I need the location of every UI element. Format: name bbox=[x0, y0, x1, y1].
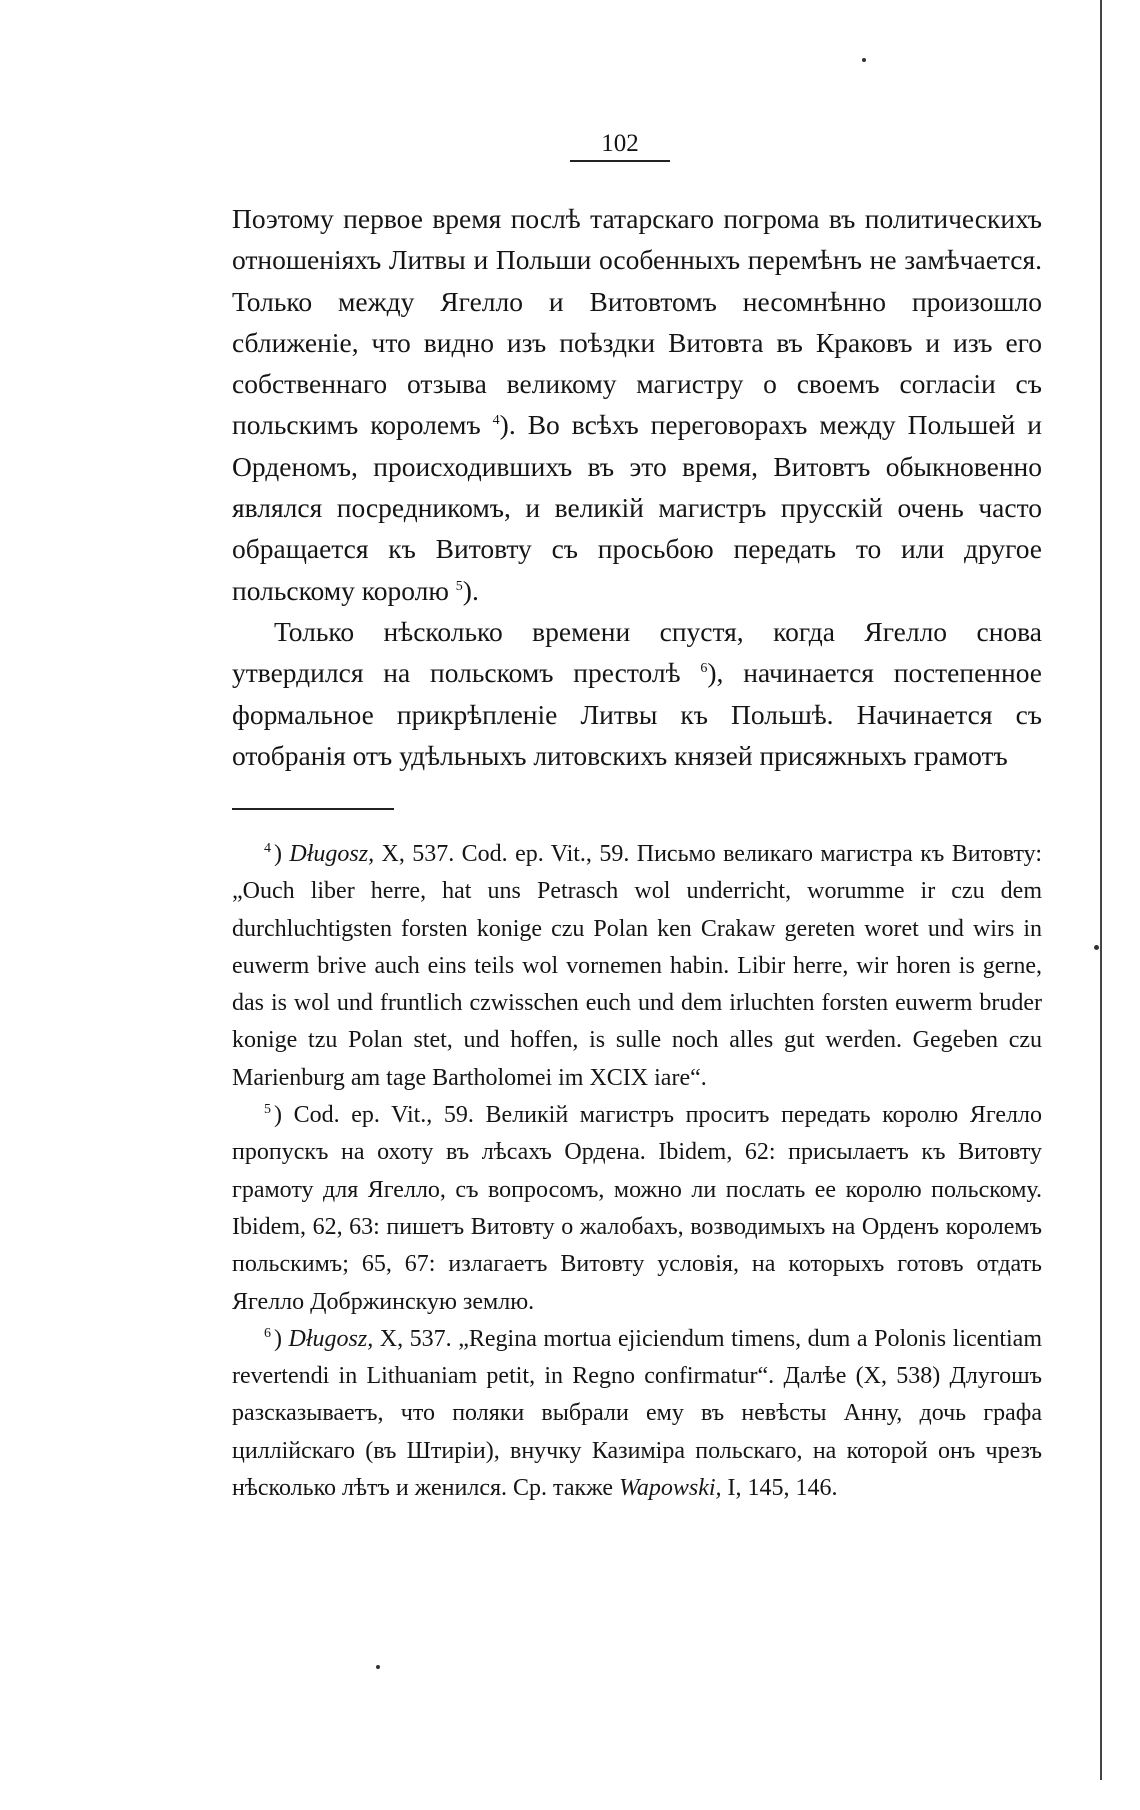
paragraph-text: ). bbox=[462, 574, 479, 606]
paragraph-text: Только нѣсколько времени спустя, когда Ягелло снова утвердился на польскомъ престолѣ bbox=[232, 615, 1042, 689]
print-speck bbox=[1094, 945, 1099, 950]
paragraph-text: Поэтому первое время послѣ татарскаго погрома въ политическихъ отношеніяхъ Литвы и Польши особенныхъ перемѣнъ не замѣчается. Только между Ягелло и Витовтомъ несомнѣнно произошло сближеніе, что видно изъ поѣздки Витовта въ Краковъ и изъ его собственнаго отзыва великому магистру о своемъ согласіи съ польскимъ королемъ bbox=[232, 203, 1042, 441]
footnote-author: Wapowski, bbox=[619, 1475, 722, 1502]
footnote-6: $^6$ ) Długosz, X, 537. „Regina mortua ejiciendum timens, dum a Polonis licentiam revertendi in Lithuaniam petit, in Regno confirmatur“. Далѣе (X, 538) Длугошъ разсказываетъ, что поляки выбрали ему въ невѣсты Анну, дочь графа циллійскаго (въ Штиріи), внучку Казиміра польскаго, на которой онъ чрезъ нѣсколько лѣтъ и женился. Ср. также Wapowski, I, 145, 146. bbox=[232, 1325, 1042, 1502]
footnote-text: Cod. ep. Vit., 59. Великій магистръ проситъ передать королю Ягелло пропускъ на охоту въ лѣсахъ Ордена. Ibidem, 62: присылаетъ къ Витовту грамоту для Ягелло, съ вопросомъ, можно ли послать ее королю польскому. Ibidem, 62, 63: пишетъ Витовту о жалобахъ, возводимыхъ на Орденъ королемъ польскимъ; 65, 67: излагаетъ Витовту условія, на которыхъ готовъ отдать Ягелло Добржинскую землю. bbox=[232, 1102, 1042, 1315]
paragraph-1 bbox=[232, 198, 1042, 611]
footnote-marker: 5 bbox=[264, 1102, 271, 1118]
footnote-text: X, 537. Cod. ep. Vit., 59. Письмо великаго магистра къ Витовту: „Ouch liber herre, hat uns Petrasch wol underricht, worumme ir czu dem durchluchtigsten forsten konige czu Polan ken Crakaw gereten woret und wirs in euwerm brive auch eins teils wol vornemen habin. Libir herre, wir horen is gerne, das is wol und fruntlich czwisschen euch und dem irluchten forsten euwerm bruder konige tzu Polan stet, und hoffen, is sulle noch alles gut werden. Gegeben czu Marienburg am tage Bartholomei im XCIX iare“. bbox=[232, 841, 1042, 1091]
footnotes bbox=[232, 836, 1042, 1507]
paragraph-text: ). Во всѣхъ переговорахъ между Польшей и Орденомъ, происходившихъ въ это время, Витовтъ обыкновенно являлся посредникомъ, и великій магистръ прусскій очень часто обращается къ Витовту съ просьбою передать то или другое польскому королю bbox=[232, 409, 1042, 606]
footnote-author: Długosz, bbox=[288, 1325, 374, 1352]
footnote-marker: 6 bbox=[264, 1325, 271, 1341]
page-edge-line bbox=[1100, 0, 1102, 1780]
footnote-ref: 5 bbox=[455, 578, 463, 594]
footnote-separator bbox=[232, 808, 394, 810]
paragraph-text: ), начинается постепенное формальное прикрѣпленіе Литвы къ Польшѣ. Начинается съ отобранія отъ удѣльныхъ литовскихъ князей присяжныхъ грамотъ bbox=[232, 657, 1043, 771]
print-speck bbox=[376, 1665, 380, 1669]
footnote-text: I, 145, 146. bbox=[721, 1475, 838, 1502]
footnote-5: $^5$ ) Cod. ep. Vit., 59. Великій магистръ проситъ передать королю Ягелло пропускъ на охоту въ лѣсахъ Ордена. Ibidem, 62: присылаетъ къ Витовту грамоту для Ягелло, съ вопросомъ, можно ли послать ее королю польскому. Ibidem, 62, 63: пишетъ Витовту о жалобахъ, возводимыхъ на Орденъ королемъ польскимъ; 65, 67: излагаетъ Витовту условія, на которыхъ готовъ отдать Ягелло Добржинскую землю. bbox=[232, 1102, 1042, 1315]
print-speck bbox=[862, 58, 866, 62]
footnote-text: X, 537. „Regina mortua ejiciendum timens, dum a Polonis licentiam revertendi in Lithuaniam petit, in Regno confirmatur“. Далѣе (X, 538) Длугошъ разсказываетъ, что поляки выбрали ему въ невѣсты Анну, дочь графа циллійскаго (въ Штиріи), внучку Казиміра польскаго, на которой онъ чрезъ нѣсколько лѣтъ и женился. Ср. также bbox=[232, 1325, 1042, 1502]
page-number: 102 bbox=[601, 130, 639, 157]
footnote-ref: 4 bbox=[492, 413, 500, 429]
main-text bbox=[232, 198, 1042, 776]
footnote-author: Długosz, bbox=[289, 841, 375, 867]
footnote-4: $^4$ ) Długosz, X, 537. Cod. ep. Vit., 59. Письмо великаго магистра къ Витовту: „Ouch liber herre, hat uns Petrasch wol underricht, worumme ir czu dem durchluchtigsten forsten konige czu Polan ken Crakaw gereten woret und wirs in euwerm brive auch eins teils wol vornemen habin. Libir herre, wir horen is gerne, das is wol und fruntlich czwisschen euch und dem irluchten forsten euwerm bruder konige tzu Polan stet, und hoffen, is sulle noch alles gut werden. Gegeben czu Marienburg am tage Bartholomei im XCIX iare“. bbox=[232, 841, 1042, 1091]
paragraph-2 bbox=[232, 611, 1042, 776]
footnote-marker: 4 bbox=[264, 841, 271, 856]
page-number-rule bbox=[570, 160, 670, 162]
footnote-ref: 6 bbox=[700, 661, 708, 677]
